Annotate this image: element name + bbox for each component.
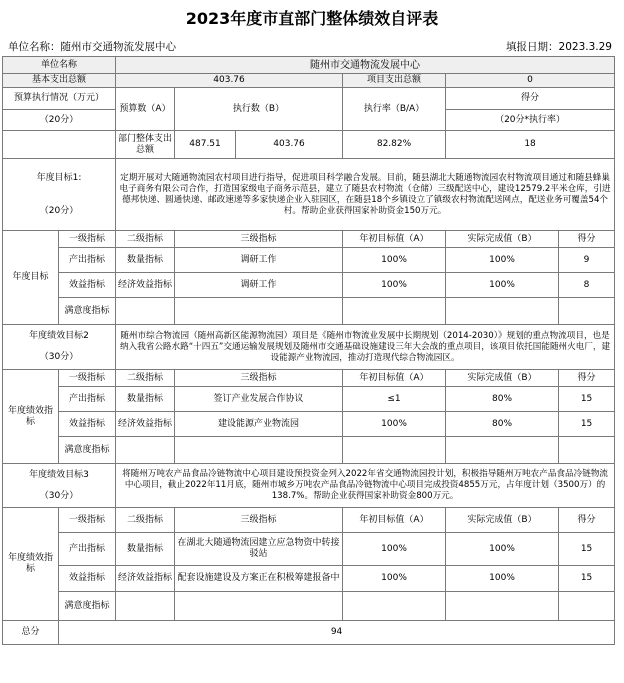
goal1-section-label: 年度目标: [3, 231, 59, 325]
table-row: [3, 248, 615, 273]
goal2-satisfaction-label: 满意度指标: [59, 437, 116, 464]
goal2-benefit-target: 100%: [343, 412, 446, 437]
goal3-benefit-actual: 100%: [446, 566, 559, 592]
goal3-label-cell: [3, 464, 116, 508]
goal1-output-label: 产出指标: [59, 248, 116, 273]
blank-cell: [343, 437, 446, 464]
goal3-output-actual: 100%: [446, 533, 559, 566]
budget-col-b: 执行数（B）: [175, 88, 343, 131]
unit-name-label: 单位名称: [3, 57, 116, 74]
goal3-text: 将随州万吨农产品食品冷链物流中心项目建设预投资金列入2022年省交通物流园投计划，积极指导随州万吨农产品食品冷链物流中心项目，截止2022年11月底，随州市城乡万吨农产品食品冷链物流中心项目完成投资4855万元，占年度计划（3500万）的138.7%。帮助企业获得国家补助资金800万元。: [116, 464, 615, 508]
totals-row: [3, 74, 615, 88]
unit-row: [3, 57, 615, 74]
evaluation-table: [2, 56, 615, 645]
header-actual: 实际完成值（B）: [446, 231, 559, 248]
goal1-satisfaction-label: 满意度指标: [59, 298, 116, 325]
goal2-label-cell: [3, 325, 116, 370]
goal1-text: 定期开展对大随通物流园农村项目进行指导，促进项目科学融合发展。目前，随县湖北大随通物流园农村物流项目通过和随县蜂巢电子商务有限公司合作，打造国家级电子商务示范县，建立了随县农村物流（仓储）三级配送中心，建设12579.2平米仓库，引进德邦快递、圆通快递、邮政速递等多家快递企业入驻园区，在随县18个乡镇设立了镇级农村物流配送网点，配送业务可覆盖54个村。帮助企业获得国家补助资金150万元。: [116, 159, 615, 231]
goal1-indicator-header: [3, 231, 615, 248]
goal1-label-cell: [3, 159, 116, 231]
goal1-output-actual: 100%: [446, 248, 559, 273]
header-target: 年初目标值（A）: [343, 508, 446, 533]
goal3-section-label: 年度绩效指标: [3, 508, 59, 621]
header-level2: 二级指标: [116, 231, 175, 248]
goal2-output-score: 15: [559, 387, 615, 412]
date-label: 填报日期：2023.3.29: [506, 41, 612, 53]
dept-total-label: 部门整体支出总额: [116, 131, 175, 159]
blank-cell: [446, 298, 559, 325]
goal2-row: [3, 325, 615, 370]
goal3-label: 年度绩效目标3: [29, 469, 89, 480]
table-row: [3, 412, 615, 437]
table-row: [3, 533, 615, 566]
header-level1: 一级指标: [59, 370, 116, 387]
basic-total-value: 403.76: [116, 74, 343, 88]
goal3-benefit-label: 效益指标: [59, 566, 116, 592]
goal1-output-item: 调研工作: [175, 248, 343, 273]
blank-cell: [3, 131, 116, 159]
goal1-benefit-item: 调研工作: [175, 273, 343, 298]
budget-col-rate: 执行率（B/A）: [343, 88, 446, 131]
goal2-section-label: 年度绩效指标: [3, 370, 59, 464]
goal1-benefit-target: 100%: [343, 273, 446, 298]
header-actual: 实际完成值（B）: [446, 370, 559, 387]
blank-cell: [559, 592, 615, 621]
blank-cell: [116, 298, 175, 325]
goal2-output-target: ≤1: [343, 387, 446, 412]
goal1-output-target: 100%: [343, 248, 446, 273]
header-target: 年初目标值（A）: [343, 231, 446, 248]
basic-total-label: 基本支出总额: [3, 74, 116, 88]
goal1-points: （20分）: [39, 205, 79, 216]
goal2-benefit-score: 15: [559, 412, 615, 437]
goal3-indicator-header: [3, 508, 615, 533]
header-score: 得分: [559, 370, 615, 387]
goal3-points: （30分）: [39, 490, 79, 501]
budget-label: 预算执行情况（万元）: [3, 88, 116, 110]
blank-cell: [175, 298, 343, 325]
goal1-label: 年度目标1:: [36, 172, 82, 183]
header-level1: 一级指标: [59, 231, 116, 248]
goal3-benefit-target: 100%: [343, 566, 446, 592]
table-row: [3, 592, 615, 621]
goal2-output-item: 签订产业发展合作协议: [175, 387, 343, 412]
goal3-benefit-score: 15: [559, 566, 615, 592]
header-level3: 三级指标: [175, 231, 343, 248]
goal2-indicator-header: [3, 370, 615, 387]
goal3-econ-label: 经济效益指标: [116, 566, 175, 592]
rate-value: 82.82%: [343, 131, 446, 159]
goal2-benefit-item: 建设能源产业物流园: [175, 412, 343, 437]
goal1-quantity-label: 数量指标: [116, 248, 175, 273]
header-score: 得分: [559, 231, 615, 248]
blank-cell: [175, 437, 343, 464]
blank-cell: [116, 437, 175, 464]
project-total-label: 项目支出总额: [343, 74, 446, 88]
goal3-satisfaction-label: 满意度指标: [59, 592, 116, 621]
goal2-benefit-label: 效益指标: [59, 412, 116, 437]
goal2-output-label: 产出指标: [59, 387, 116, 412]
project-total-value: 0: [446, 74, 615, 88]
report-header: [4, 38, 620, 56]
exec-value: 403.76: [236, 131, 343, 159]
table-row: [3, 566, 615, 592]
blank-cell: [559, 437, 615, 464]
total-label: 总分: [3, 621, 59, 645]
goal1-row: [3, 159, 615, 231]
goal1-econ-label: 经济效益指标: [116, 273, 175, 298]
goal1-benefit-actual: 100%: [446, 273, 559, 298]
unit-label: 单位名称：随州市交通物流发展中心: [8, 41, 176, 53]
goal2-text: 随州市综合物流园（随州高新区能源物流园）项目是《随州市物流业发展中长期规划（2014-2030）》规划的重点物流项目，也是纳入我省公路水路“十四五”交通运输发展规划及随州市交通基础设施建设三年大会战的重点项目，该项目依托国能随州火电厂，建设能源产业物流园，推动打造现代综合物流园区。: [116, 325, 615, 370]
header-level1: 一级指标: [59, 508, 116, 533]
budget-header-row: [3, 88, 615, 110]
blank-cell: [343, 298, 446, 325]
budget-score-sub: （20分*执行率）: [446, 110, 615, 131]
header-level2: 二级指标: [116, 370, 175, 387]
budget-col-a: 预算数（A）: [116, 88, 175, 131]
goal1-output-score: 9: [559, 248, 615, 273]
budget-values-row: [3, 131, 615, 159]
goal3-quantity-label: 数量指标: [116, 533, 175, 566]
page-title: 2023年度市直部门整体绩效自评表: [185, 9, 439, 28]
goal3-output-score: 15: [559, 533, 615, 566]
table-row: [3, 273, 615, 298]
budget-col-score: 得分: [446, 88, 615, 110]
blank-cell: [175, 592, 343, 621]
total-row: [3, 621, 615, 645]
goal3-output-label: 产出指标: [59, 533, 116, 566]
goal2-output-actual: 80%: [446, 387, 559, 412]
table-row: [3, 437, 615, 464]
goal2-points: （30分）: [39, 352, 79, 362]
header-level2: 二级指标: [116, 508, 175, 533]
goal2-benefit-actual: 80%: [446, 412, 559, 437]
blank-cell: [446, 437, 559, 464]
blank-cell: [559, 298, 615, 325]
goal2-label: 年度绩效目标2: [29, 331, 89, 341]
table-row: [3, 298, 615, 325]
score-value: 18: [446, 131, 615, 159]
unit-name-value: 随州市交通物流发展中心: [116, 57, 615, 74]
goal2-quantity-label: 数量指标: [116, 387, 175, 412]
goal3-benefit-item: 配套设施建设及方案正在积极筹建报备中: [175, 566, 343, 592]
goal2-econ-label: 经济效益指标: [116, 412, 175, 437]
blank-cell: [343, 592, 446, 621]
header-actual: 实际完成值（B）: [446, 508, 559, 533]
goal3-output-target: 100%: [343, 533, 446, 566]
header-score: 得分: [559, 508, 615, 533]
goal1-benefit-label: 效益指标: [59, 273, 116, 298]
header-level3: 三级指标: [175, 508, 343, 533]
goal1-benefit-score: 8: [559, 273, 615, 298]
blank-cell: [116, 592, 175, 621]
budget-value: 487.51: [175, 131, 236, 159]
total-value: 94: [59, 621, 615, 645]
blank-cell: [446, 592, 559, 621]
goal3-row: [3, 464, 615, 508]
header-level3: 三级指标: [175, 370, 343, 387]
table-row: [3, 387, 615, 412]
header-target: 年初目标值（A）: [343, 370, 446, 387]
budget-points: （20分）: [3, 110, 116, 131]
goal3-output-item: 在湖北大随通物流园建立应急物资中转接驳站: [175, 533, 343, 566]
